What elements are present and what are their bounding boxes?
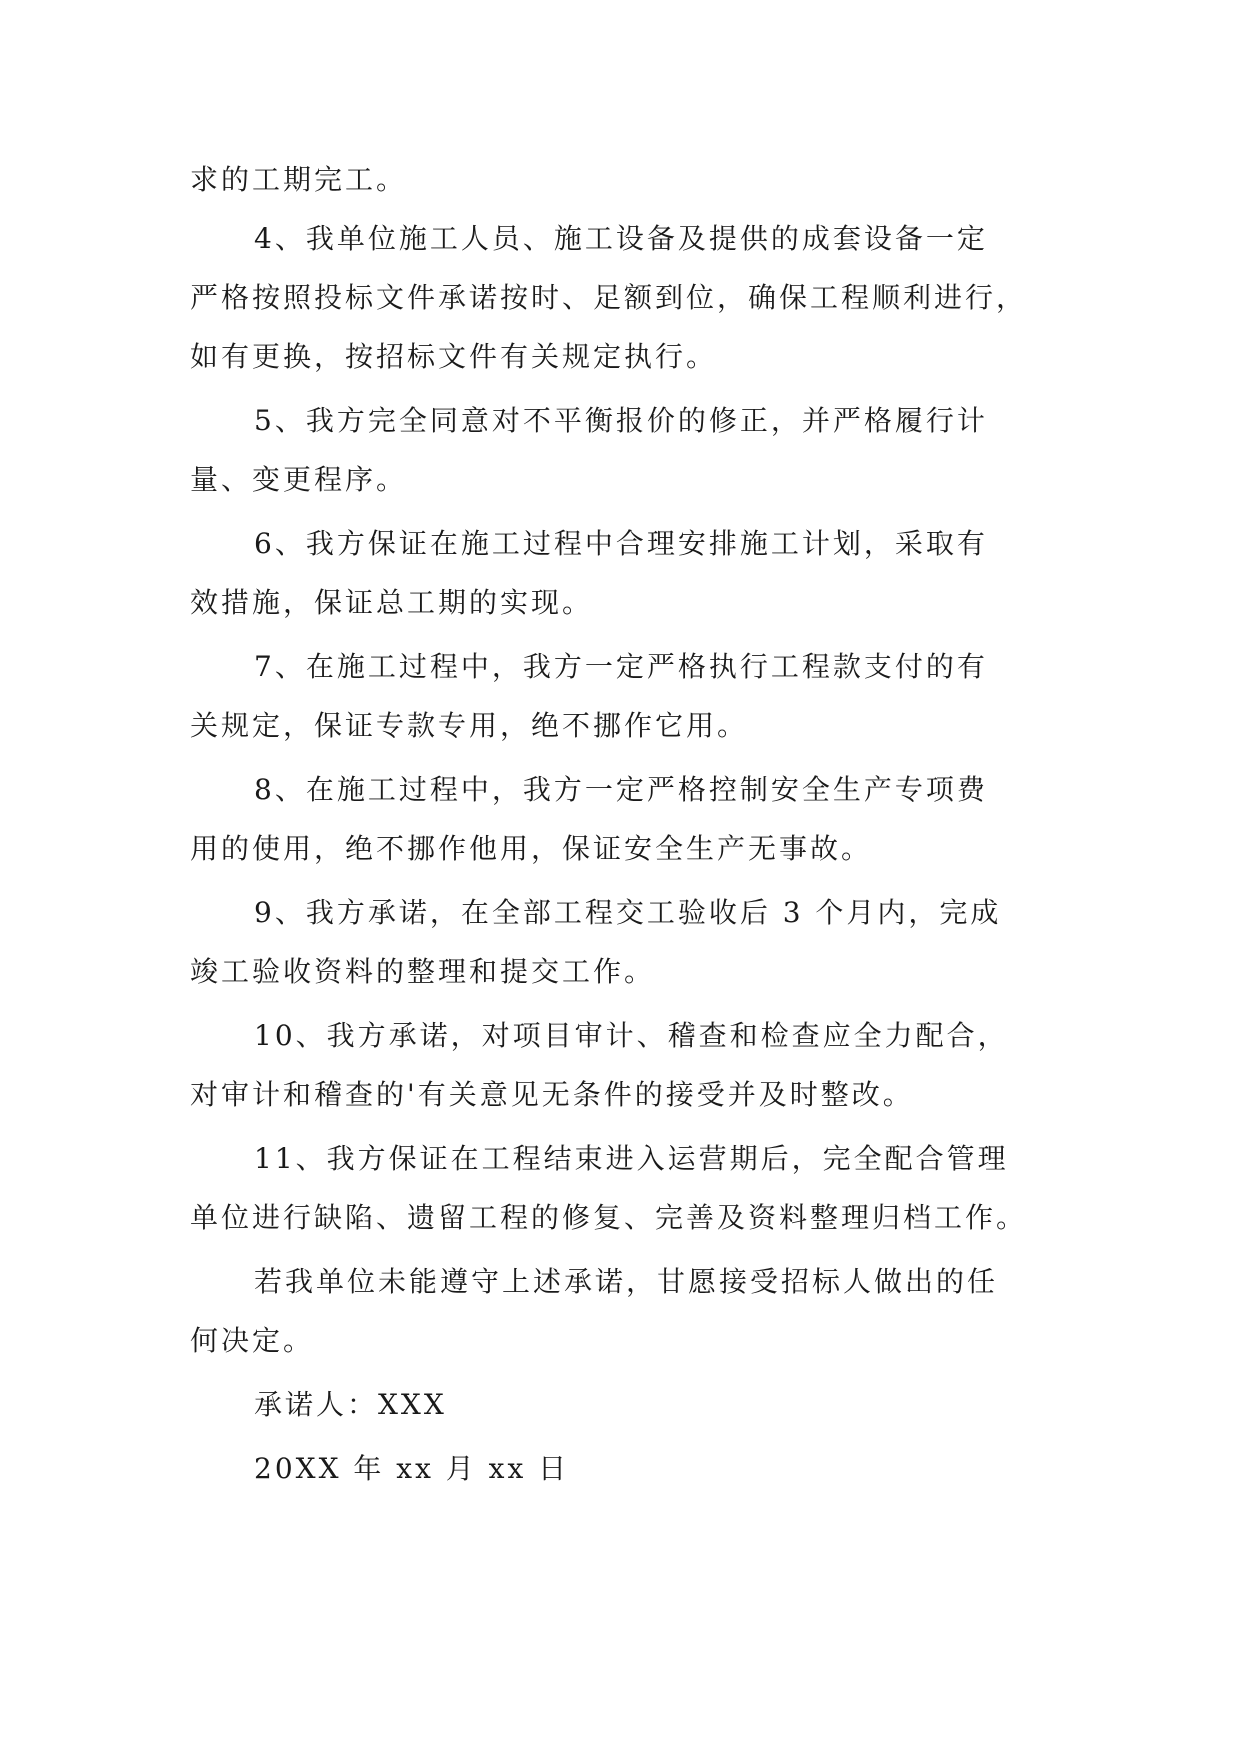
paragraph-line: 何决定。: [190, 1324, 315, 1357]
paragraph-line: 9、我方承诺，在全部工程交工验收后 3 个月内，完成: [254, 896, 1002, 929]
paragraph-line: 严格按照投标文件承诺按时、足额到位，确保工程顺利进行，: [190, 281, 1028, 314]
paragraph-line: 用的使用，绝不挪作他用，保证安全生产无事故。: [190, 832, 873, 865]
document-body: [190, 160, 1050, 1489]
paragraph-line: 10、我方承诺，对项目审计、稽查和检查应全力配合，: [254, 1019, 1009, 1052]
paragraph-line: 量、变更程序。: [190, 463, 408, 496]
paragraph-line: 8、在施工过程中，我方一定严格控制安全生产专项费: [254, 773, 988, 806]
paragraph-line: 效措施，保证总工期的实现。: [190, 586, 594, 619]
paragraph-line: 11、我方保证在工程结束进入运营期后，完全配合管理: [254, 1142, 1009, 1175]
paragraph-line: 求的工期完工。: [190, 163, 408, 196]
paragraph-line: 关规定，保证专款专用，绝不挪作它用。: [190, 709, 749, 742]
paragraph-line: 如有更换，按招标文件有关规定执行。: [190, 340, 718, 373]
paragraph-line: 竣工验收资料的整理和提交工作。: [190, 955, 656, 988]
date-line: 20XX 年 xx 月 xx 日: [254, 1452, 570, 1485]
paragraph-line: 对审计和稽查的'有关意见无条件的接受并及时整改。: [190, 1078, 914, 1111]
paragraph-line: 若我单位未能遵守上述承诺，甘愿接受招标人做出的任: [254, 1265, 999, 1298]
paragraph-line: 6、我方保证在施工过程中合理安排施工计划，采取有: [254, 527, 988, 560]
paragraph-line: 7、在施工过程中，我方一定严格执行工程款支付的有: [254, 650, 988, 683]
paragraph-line: 单位进行缺陷、遗留工程的修复、完善及资料整理归档工作。: [190, 1201, 1028, 1234]
signatory-line: 承诺人：XXX: [254, 1388, 447, 1421]
paragraph-line: 4、我单位施工人员、施工设备及提供的成套设备一定: [254, 222, 988, 255]
paragraph-line: 5、我方完全同意对不平衡报价的修正，并严格履行计: [254, 404, 988, 437]
